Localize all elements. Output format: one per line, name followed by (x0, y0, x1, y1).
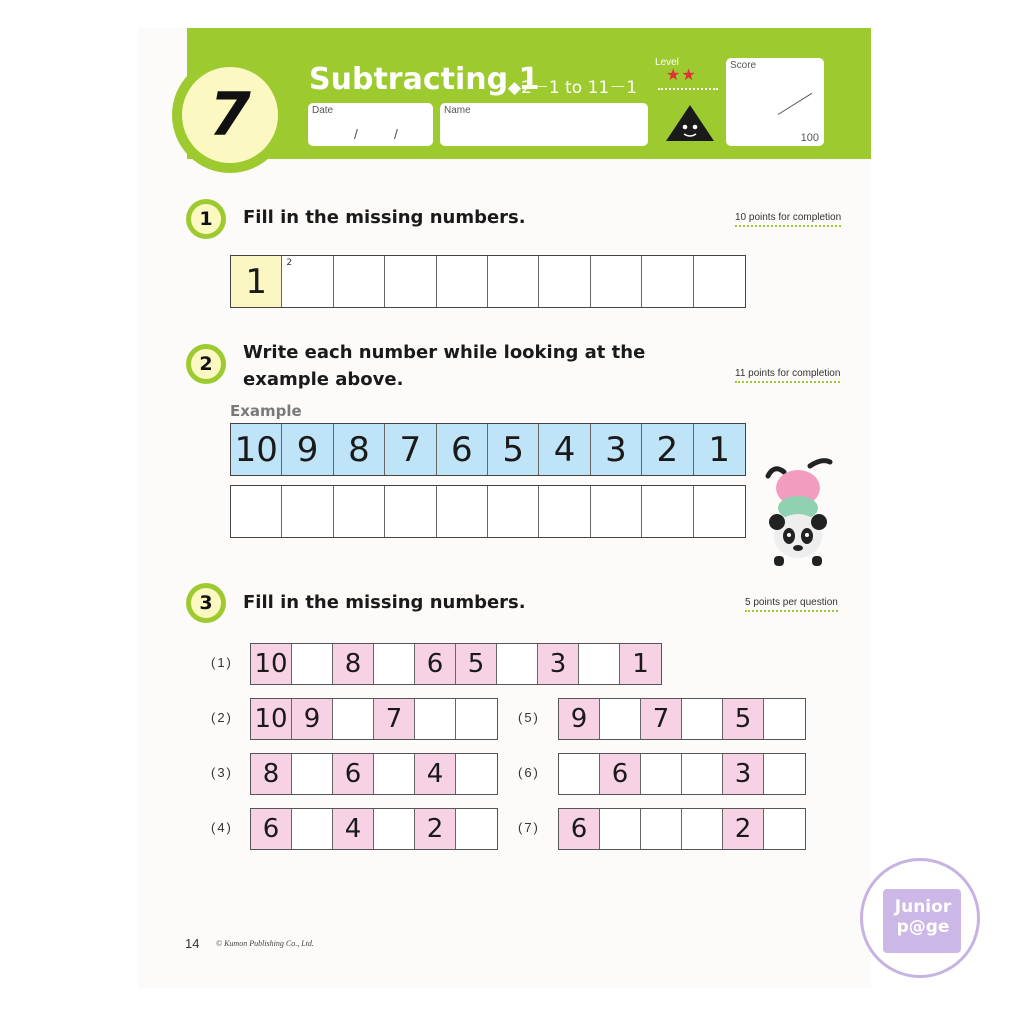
problem-cell: 9 (292, 699, 333, 739)
date-separator: / (354, 126, 358, 142)
problem-cell: 5 (723, 699, 764, 739)
problem-cell: 8 (251, 754, 292, 794)
problem-cell: 3 (723, 754, 764, 794)
problem-cell: 6 (415, 644, 456, 684)
section-1-points: 10 points for completion (735, 212, 841, 227)
problem-cell: 6 (559, 809, 600, 849)
problem-2-row (250, 698, 498, 740)
practice-cell[interactable] (334, 486, 385, 537)
junior-page-watermark (860, 858, 980, 978)
section-2-instruction-line-2: example above. (243, 369, 404, 390)
problem-label: (1) (211, 655, 233, 670)
problem-cell[interactable] (682, 699, 723, 739)
example-cell: 3 (591, 424, 642, 475)
problem-cell: 10 (251, 699, 292, 739)
problem-cell[interactable] (374, 809, 415, 849)
date-label: Date (312, 105, 334, 116)
problem-cell[interactable] (641, 754, 682, 794)
practice-cell[interactable] (437, 486, 488, 537)
triangle-mascot-icon (664, 103, 716, 143)
copyright-notice: © Kumon Publishing Co., Ltd. (216, 939, 314, 948)
section-3-instruction: Fill in the missing numbers. (243, 592, 526, 613)
example-cell: 6 (437, 424, 488, 475)
practice-cell[interactable] (539, 486, 590, 537)
section-1-cell[interactable] (591, 256, 642, 307)
page-subtitle: ◆2－1 to 11－1 (508, 78, 638, 98)
section-2-badge (186, 344, 226, 384)
problem-1-row (250, 643, 662, 685)
problem-cell[interactable] (292, 754, 333, 794)
section-1-cell: 1 (231, 256, 282, 307)
section-1-cell[interactable] (642, 256, 693, 307)
section-2-number: 2 (191, 349, 221, 379)
problem-label: (7) (518, 820, 540, 835)
problem-cell[interactable] (559, 754, 600, 794)
section-3-badge (186, 583, 226, 623)
problem-cell: 4 (333, 809, 374, 849)
problem-cell[interactable] (415, 699, 456, 739)
example-cell: 7 (385, 424, 436, 475)
problem-cell: 9 (559, 699, 600, 739)
score-field[interactable] (726, 58, 824, 146)
section-1-cell[interactable] (539, 256, 590, 307)
example-cell: 1 (694, 424, 745, 475)
practice-cell[interactable] (385, 486, 436, 537)
section-1-cell[interactable] (334, 256, 385, 307)
example-cell: 9 (282, 424, 333, 475)
problem-cell[interactable] (764, 809, 805, 849)
problem-7-row (558, 808, 806, 850)
problem-6-row (558, 753, 806, 795)
lesson-number: 7 (209, 80, 251, 150)
problem-cell[interactable] (497, 644, 538, 684)
level-stars: ★★ (666, 67, 697, 84)
example-cell: 4 (539, 424, 590, 475)
problem-4-row (250, 808, 498, 850)
example-cell: 10 (231, 424, 282, 475)
practice-cell[interactable] (488, 486, 539, 537)
score-slash (778, 93, 812, 115)
section-1-cell[interactable] (488, 256, 539, 307)
problem-cell[interactable] (374, 754, 415, 794)
level-divider (658, 88, 718, 90)
name-label: Name (444, 105, 471, 116)
problem-cell: 5 (456, 644, 497, 684)
problem-cell[interactable] (292, 644, 333, 684)
example-cell: 2 (642, 424, 693, 475)
problem-cell: 6 (333, 754, 374, 794)
problem-cell[interactable] (579, 644, 620, 684)
section-1-grid (230, 255, 746, 308)
problem-cell: 4 (415, 754, 456, 794)
problem-cell[interactable] (374, 644, 415, 684)
section-1-cell[interactable] (694, 256, 745, 307)
section-3-points: 5 points per question (745, 597, 838, 612)
problem-label: (4) (211, 820, 233, 835)
problem-cell[interactable] (456, 699, 497, 739)
problem-label: (6) (518, 765, 540, 780)
problem-cell: 3 (538, 644, 579, 684)
practice-cell[interactable] (591, 486, 642, 537)
section-3-number: 3 (191, 588, 221, 618)
problem-cell[interactable] (764, 754, 805, 794)
problem-cell[interactable] (456, 809, 497, 849)
page-title: Subtracting 1 (309, 62, 540, 97)
practice-cell[interactable] (694, 486, 745, 537)
date-field[interactable] (308, 103, 433, 146)
lesson-number-badge (172, 57, 288, 173)
problem-cell[interactable] (600, 699, 641, 739)
problem-label: (2) (211, 710, 233, 725)
problem-cell: 7 (374, 699, 415, 739)
problem-3-row (250, 753, 498, 795)
problem-cell[interactable] (292, 809, 333, 849)
section-1-number: 1 (191, 204, 221, 234)
section-2-instruction-line-1: Write each number while looking at the (243, 342, 646, 363)
problem-cell: 7 (641, 699, 682, 739)
page-number: 14 (185, 936, 200, 951)
problem-cell[interactable] (764, 699, 805, 739)
problem-cell: 2 (723, 809, 764, 849)
problem-cell[interactable] (682, 754, 723, 794)
level-label: Level (655, 57, 679, 68)
problem-cell[interactable] (641, 809, 682, 849)
date-separator: / (394, 126, 398, 142)
section-1-badge (186, 199, 226, 239)
section-1-cell[interactable] (385, 256, 436, 307)
name-field[interactable] (440, 103, 648, 146)
problem-cell: 1 (620, 644, 661, 684)
watermark-text: Junior p@ge (894, 897, 952, 937)
example-cell: 5 (488, 424, 539, 475)
section-2-points: 11 points for completion (735, 368, 840, 383)
section-1-cell[interactable] (282, 256, 333, 307)
problem-cell: 8 (333, 644, 374, 684)
problem-5-row (558, 698, 806, 740)
problem-label: (3) (211, 765, 233, 780)
panda-handstand-illustration (760, 452, 836, 568)
problem-cell: 10 (251, 644, 292, 684)
score-label: Score (730, 60, 757, 71)
problem-cell[interactable] (682, 809, 723, 849)
problem-cell: 6 (251, 809, 292, 849)
practice-grid (230, 485, 746, 538)
problem-cell[interactable] (456, 754, 497, 794)
section-1-instruction: Fill in the missing numbers. (243, 207, 526, 228)
problem-cell[interactable] (600, 809, 641, 849)
section-1-hint: 2 (286, 258, 293, 268)
problem-cell[interactable] (333, 699, 374, 739)
score-max: 100 (800, 132, 819, 144)
example-grid (230, 423, 746, 476)
section-1-cell[interactable] (437, 256, 488, 307)
example-cell: 8 (334, 424, 385, 475)
example-label: Example (230, 402, 302, 420)
problem-label: (5) (518, 710, 540, 725)
problem-cell: 6 (600, 754, 641, 794)
practice-cell[interactable] (231, 486, 282, 537)
practice-cell[interactable] (642, 486, 693, 537)
problem-cell: 2 (415, 809, 456, 849)
practice-cell[interactable] (282, 486, 333, 537)
